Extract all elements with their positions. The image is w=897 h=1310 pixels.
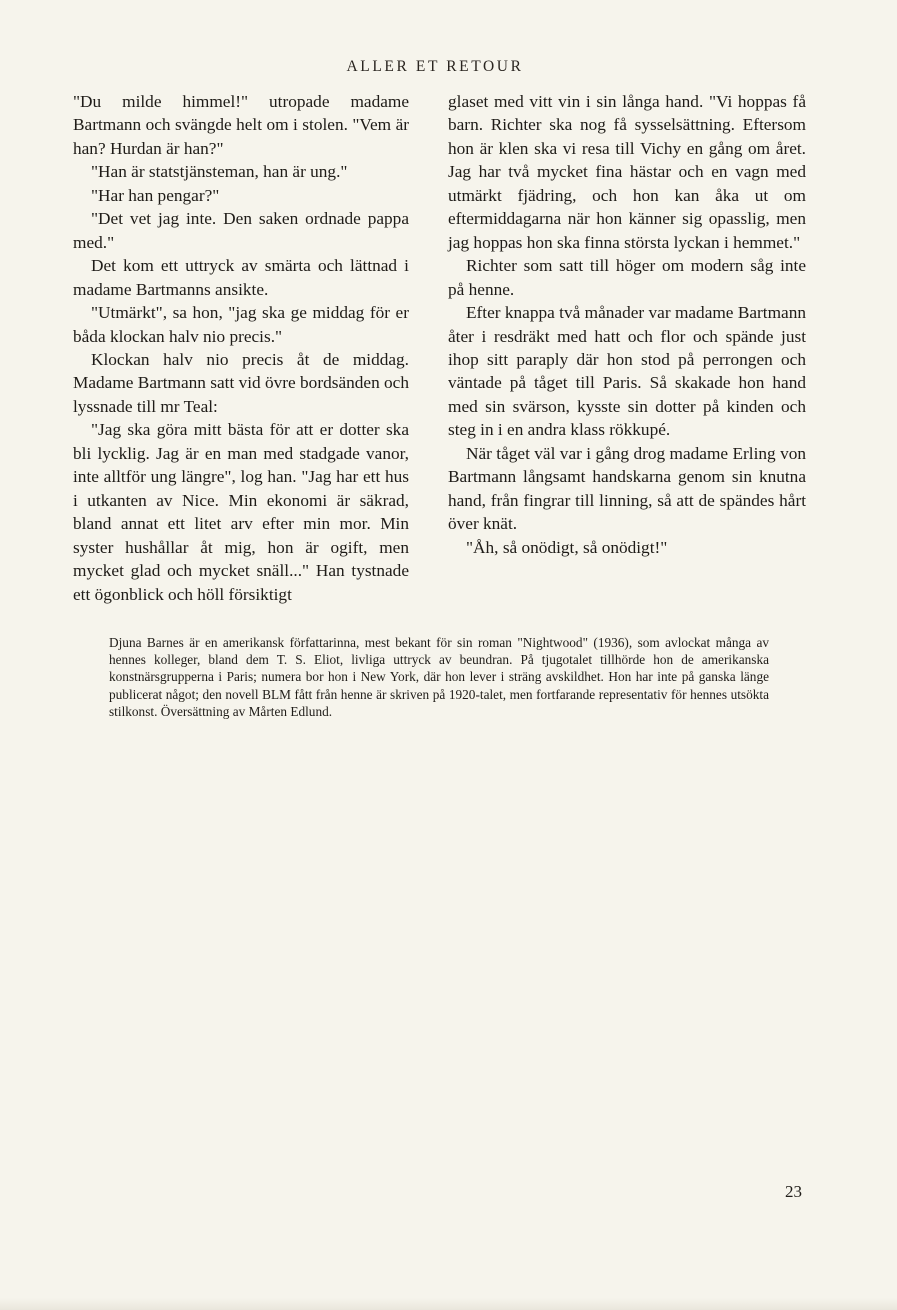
left-text-column xyxy=(73,90,409,606)
paragraph: När tåget väl var i gång drog madame Erling von Bartmann långsamt handskarna genom sin knutna hand, från fingrar till linning, så att de spändes hårt över knät. xyxy=(448,443,806,534)
paragraph: "Du milde himmel!" utropade madame Bartmann och svängde helt om i stolen. "Vem är han? Hurdan är han?" xyxy=(73,92,409,158)
paragraph: Richter som satt till höger om modern såg inte på henne. xyxy=(448,256,806,299)
page-number: 23 xyxy=(785,1182,802,1201)
paragraph: "Utmärkt", sa hon, "jag ska ge middag för er båda klockan halv nio precis." xyxy=(73,303,409,346)
paragraph: "Åh, så onödigt, så onödigt!" xyxy=(466,537,668,557)
paragraph: Efter knappa två månader var madame Bartmann åter i resdräkt med hatt och flor och spände just ihop sitt paraply där hon stod på perrongen och väntade på tåget till Paris. Så skakade hon hand med sin svärson, kysste sin dotter på kinden och steg in i en andra klass rökkupé. xyxy=(448,303,806,440)
paragraph: Det kom ett uttryck av smärta och lättnad i madame Bartmanns ansikte. xyxy=(73,256,409,299)
paragraph: Klockan halv nio precis åt de middag. Madame Bartmann satt vid övre bordsänden och lyssnade till mr Teal: xyxy=(73,349,409,416)
running-head: ALLER ET RETOUR xyxy=(346,58,524,75)
author-note: Djuna Barnes är en amerikansk författarinna, mest bekant för sin roman "Nightwood" (1936), som avlockat många av hennes kolleger, bland dem T. S. Eliot, livliga uttryck av beundran. På tjugotalet tillhörde hon de amerikanska konstnärsgrupperna i Paris; numera bor hon i New York, där hon lever i sträng avskildhet. Hon har inte på ganska länge publicerat något; den novell BLM fått från henne är skriven på 1920-talet, men fortfarande representativ för hennes utsökta stilkonst. Översättning av Mårten Edlund. xyxy=(109,635,769,719)
paragraph: "Jag ska göra mitt bästa för att er dotter ska bli lycklig. Jag är en man med stadgade vanor, inte alltför ung längre", log han. "Jag har ett hus i utkanten av Nice. Min ekonomi är säkrad, bland annat ett litet arv efter min mor. Min syster hushållar åt mig, hon är ogift, men mycket glad och mycket snäll..." Han tystnade ett ögonblick och höll försiktigt xyxy=(73,420,409,604)
paragraph: "Det vet jag inte. Den saken ordnade pappa med." xyxy=(73,209,409,252)
page-edge xyxy=(0,1298,897,1310)
right-text-column xyxy=(448,90,806,559)
paragraph: "Han är statstjänsteman, han är ung." xyxy=(91,162,348,182)
paragraph: "Har han pengar?" xyxy=(91,185,220,205)
paragraph: glaset med vitt vin i sin långa hand. "Vi hoppas få barn. Richter ska nog få sysselsättning. Eftersom hon är klen ska vi resa till Vichy en gång om året. Jag har två mycket fina hästar och en vagn med utmärkt fjädring, och hon kan åka ut om eftermiddagarna när hon känner sig opasslig, men jag hoppas hon ska finna största lyckan i hemmet." xyxy=(448,92,806,252)
